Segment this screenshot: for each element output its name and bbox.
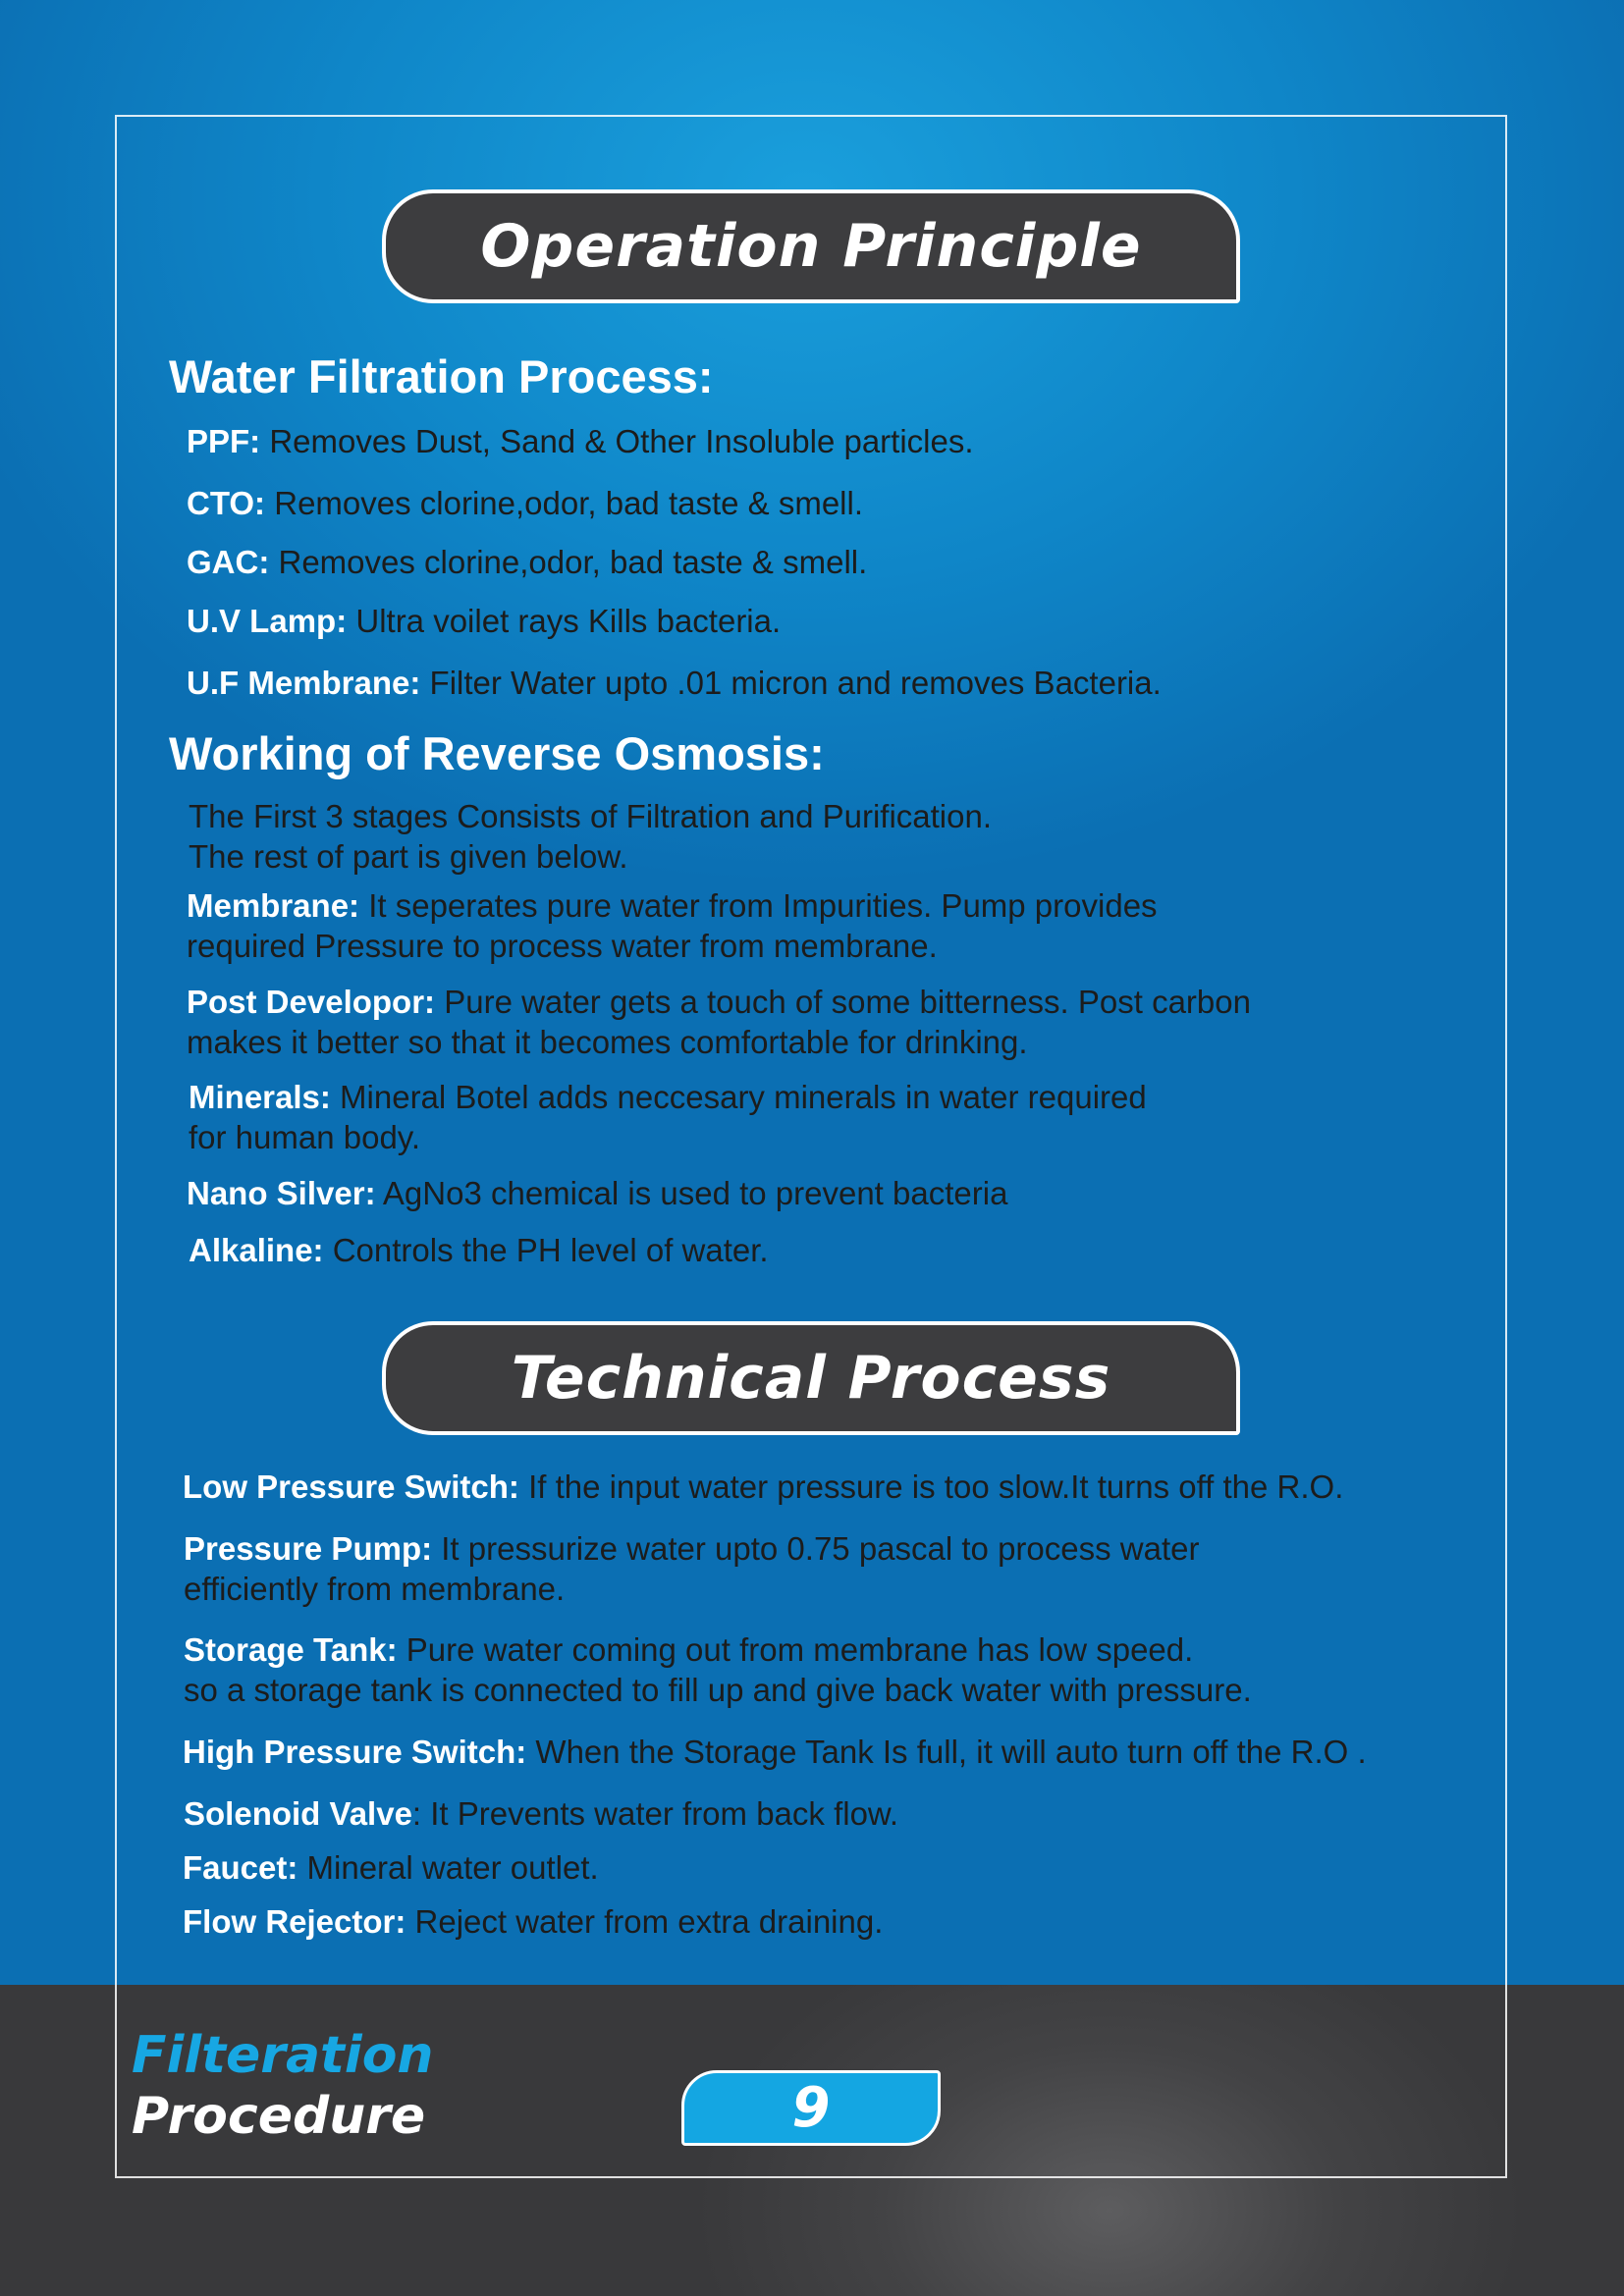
item-label: U.V Lamp:	[187, 603, 348, 639]
item-text: It Prevents water from back flow.	[421, 1795, 899, 1832]
item-text: Ultra voilet rays Kills bacteria.	[347, 603, 782, 639]
reverse-osmosis-heading: Working of Reverse Osmosis:	[169, 727, 825, 779]
item-label: Faucet:	[183, 1849, 298, 1886]
item-label: Solenoid Valve	[184, 1795, 412, 1832]
item-label: Post Developor:	[187, 984, 436, 1020]
item-label: Alkaline:	[189, 1232, 324, 1268]
item-text-continued: for human body.	[189, 1119, 421, 1155]
item-text: Removes Dust, Sand & Other Insoluble particles.	[260, 423, 974, 459]
item-text-continued: makes it better so that it becomes comfortable for drinking.	[187, 1024, 1028, 1060]
item-label: Storage Tank:	[184, 1631, 398, 1668]
item-text: Controls the PH level of water.	[323, 1232, 769, 1268]
item-text: Mineral Botel adds neccesary minerals in water required	[330, 1079, 1147, 1115]
page-number-badge	[681, 2070, 941, 2146]
item-label: Minerals:	[189, 1079, 331, 1115]
operation-principle-title: Operation Principle	[480, 212, 1142, 281]
item-text: Mineral water outlet.	[298, 1849, 599, 1886]
item-separator: :	[411, 1795, 422, 1832]
technical-process-title: Technical Process	[511, 1344, 1111, 1413]
item-label: High Pressure Switch:	[183, 1734, 527, 1770]
item-label: PPF:	[187, 423, 261, 459]
item-text: It seperates pure water from Impurities. Pump provides	[359, 887, 1158, 924]
item-label: GAC:	[187, 544, 270, 580]
item-text: Pure water gets a touch of some bitterness. Post carbon	[435, 984, 1251, 1020]
item-text: If the input water pressure is too slow.It turns off the R.O.	[518, 1468, 1344, 1505]
item-text: Pure water coming out from membrane has low speed.	[397, 1631, 1194, 1668]
page-number: 9	[791, 2076, 831, 2140]
item-label: Flow Rejector:	[183, 1903, 406, 1940]
item-label: Nano Silver:	[187, 1175, 376, 1211]
item-text: When the Storage Tank Is full, it will auto turn off the R.O .	[526, 1734, 1367, 1770]
item-text-continued: required Pressure to process water from membrane.	[187, 928, 938, 964]
item-text: It pressurize water upto 0.75 pascal to process water	[432, 1530, 1200, 1567]
page-border-frame	[115, 115, 1507, 2178]
item-label: Pressure Pump:	[184, 1530, 433, 1567]
item-label: Low Pressure Switch:	[183, 1468, 519, 1505]
ro-intro-line-2: The rest of part is given below.	[189, 838, 628, 875]
footer-title-procedure: Procedure	[132, 2087, 426, 2146]
item-text: Removes clorine,odor, bad taste & smell.	[269, 544, 868, 580]
item-text-continued: efficiently from membrane.	[184, 1571, 566, 1607]
item-text: AgNo3 chemical is used to prevent bacteria	[375, 1175, 1008, 1211]
ro-intro-line-1: The First 3 stages Consists of Filtration and Purification.	[189, 798, 993, 834]
footer-title-filteration: Filteration	[132, 2026, 434, 2085]
item-text: Removes clorine,odor, bad taste & smell.	[265, 485, 864, 521]
item-text-continued: so a storage tank is connected to fill up and give back water with pressure.	[184, 1672, 1252, 1708]
water-filtration-heading: Water Filtration Process:	[169, 350, 714, 402]
item-text: Reject water from extra draining.	[406, 1903, 884, 1940]
item-text: Filter Water upto .01 micron and removes Bacteria.	[420, 665, 1162, 701]
item-label: Membrane:	[187, 887, 360, 924]
item-label: U.F Membrane:	[187, 665, 421, 701]
item-label: CTO:	[187, 485, 266, 521]
